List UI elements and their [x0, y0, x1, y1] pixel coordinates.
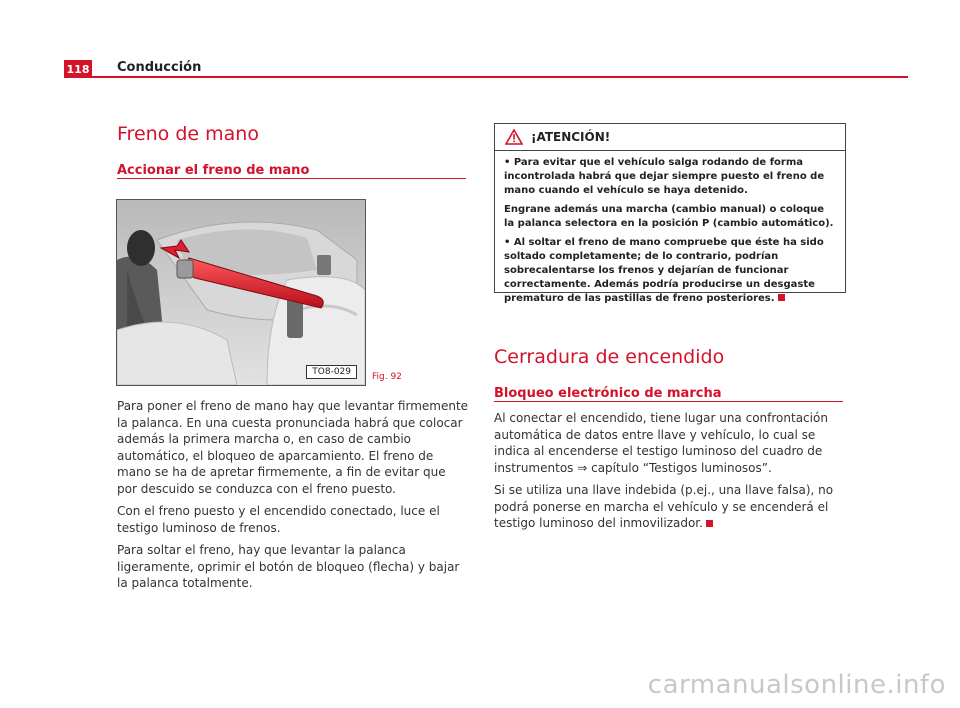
paragraph-last	[494, 482, 846, 532]
subheading-bloqueo: Bloqueo electrónico de marcha	[494, 386, 722, 401]
warning-icon	[505, 129, 523, 145]
warning-title: ¡ATENCIÓN!	[531, 130, 611, 144]
paragraph-text: Si se utiliza una llave indebida (p.ej., una llave falsa), no podrá ponerse en marcha el vehículo y se encenderá el testigo luminoso del inmovilizador.	[494, 483, 834, 530]
section-title: Conducción	[117, 60, 202, 75]
subheading-rule	[117, 178, 466, 179]
subheading-rule	[494, 401, 843, 402]
page-number: 118	[64, 60, 92, 78]
figure-code: TO8-029	[306, 365, 357, 379]
handbrake-figure	[116, 199, 366, 386]
header-rule	[64, 76, 908, 78]
right-body	[494, 410, 846, 538]
warning-item-text: • Al soltar el freno de mano compruebe que éste ha sido soltado completamente; de lo contrario, podrían sobrecalentarse los frenos y dejarían de funcionar correctamente. Además podría producirse un desgaste prematuro de las pastillas de freno posteriores.	[504, 237, 824, 304]
paragraph: Con el freno puesto y el encendido conectado, luce el testigo luminoso de frenos.	[117, 504, 440, 535]
handbrake-illustration	[117, 200, 365, 385]
warning-body	[495, 151, 845, 306]
end-square-icon	[778, 294, 785, 301]
figure-label: Fig. 92	[372, 372, 402, 382]
left-body	[117, 398, 469, 598]
warning-box	[494, 123, 846, 304]
paragraph: Para soltar el freno, hay que levantar la palanca ligeramente, oprimir el botón de bloqueo (flecha) y bajar la palanca totalmente.	[117, 543, 460, 590]
warning-item: Engrane además una marcha (cambio manual) o coloque la palanca selectora en la posición P (cambio automático).	[504, 204, 834, 229]
end-square-icon	[706, 520, 713, 527]
warning-header	[495, 124, 845, 151]
warning-item: • Para evitar que el vehículo salga rodando de forma incontrolada habrá que dejar siempre puesto el freno de mano cuando el vehículo se haya detenido.	[504, 157, 825, 196]
paragraph: Al conectar el encendido, tiene lugar una confrontación automática de datos entre llave y vehículo, lo cual se indica al encenderse el testigo luminoso del cuadro de instrumentos ⇒ capítulo “Testigos luminosos”.	[494, 411, 828, 475]
subheading-accionar: Accionar el freno de mano	[117, 163, 310, 178]
warning-item-last	[504, 236, 836, 306]
paragraph: Para poner el freno de mano hay que levantar firmemente la palanca. En una cuesta pronunciada habrá que colocar además la primera marcha o, en caso de cambio automático, el bloqueo de aparcamiento. El freno de mano se ha de apretar firmemente, a fin de evitar que por descuido se conduzca con el freno puesto.	[117, 399, 469, 496]
heading-cerradura: Cerradura de encendido	[494, 346, 725, 368]
heading-freno-de-mano: Freno de mano	[117, 123, 259, 145]
watermark: carmanualsonline.info	[647, 670, 946, 700]
